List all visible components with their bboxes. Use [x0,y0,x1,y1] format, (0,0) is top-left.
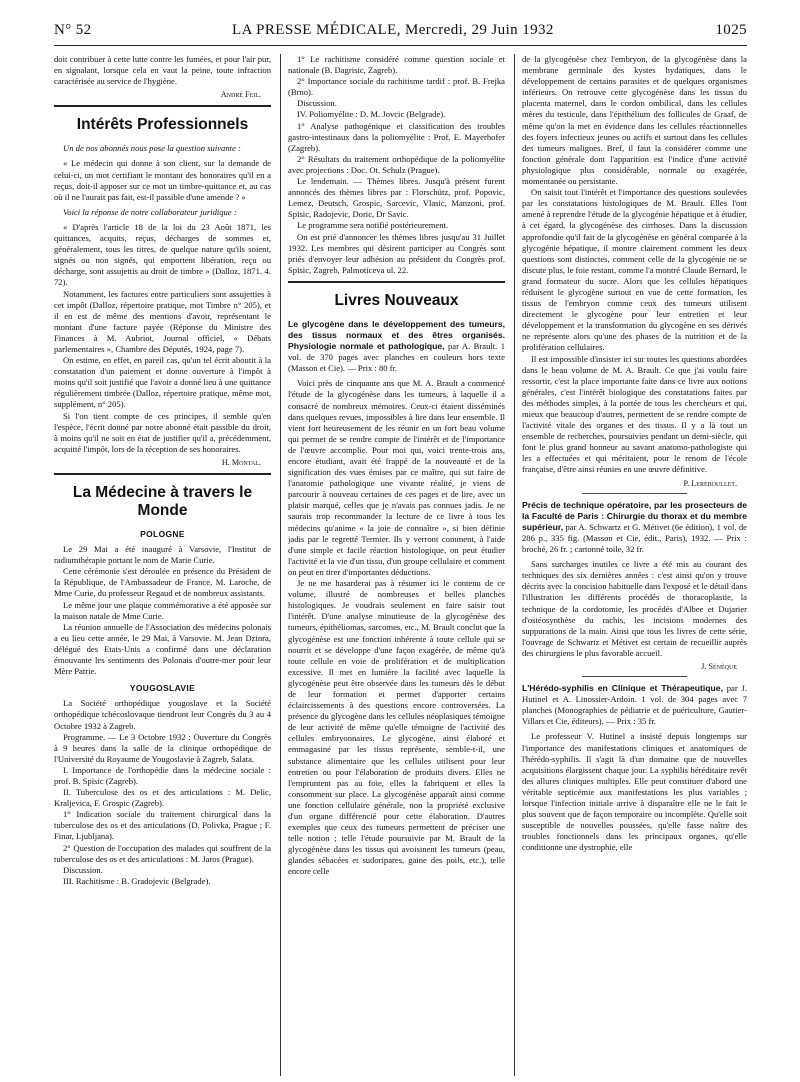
paragraph: Voici près de cinquante ans que M. A. Brault a commencé l'étude de la glycogénèse dans les tumeurs, à laquelle il a consacré de nombreux mémoires. Ceux-ci étaient disséminés dans quelques revues, impossibles à lire dans leur ensemble. Il vient fort heureusement de les réunir en un fort beau volume qui permet de se rendre compte de l'intérêt et de l'importance de l'œuvre accomplie. Pour moi qui, voici trente-trois ans, encore étudiant, avait été frappé de la nouveauté et de la signification des vues émises par ce maître, qui sut faire de l'anatomie pathologique une vivante réalité, je viens de parcourir à nouveau certaines de ces pages et de lire, avec un plaisir marqué, celles que je n'avais pas connues jadis. Je ne saurais trop recommander la lecture de ce livre à tous les médecins qu'anime « la joie de connaître », si bien définie jadis par le regretté Termier. Ils y verront comment, à l'aide d'une simple et facile réaction histologique, on peut étudier l'activité et la vie d'un tissu, d'un groupe cellulaire et comment on peut en tirer d'importantes déductions. [288,378,505,577]
paragraph: 1° Indication sociale du traitement chirurgical dans la tuberculose des os et des articulations (D. Polivka, Prague ; F. Finar, Ljubljana). [54,809,271,842]
paragraph: I. Importance de l'orthopédie dans la médecine sociale : prof. B. Spisic (Zagreb). [54,764,271,786]
subsection-heading: POLOGNE [140,529,185,539]
column-3 [522,54,747,1076]
section-heading: Intérêts Professionnels [76,116,249,134]
paragraph: Le même jour une plaque commémorative a été apposée sur la maison natale de Mme Curie. [54,599,271,621]
book-reference: par J. Hutinel et A. Linossier-Ardoin. 1 vol. de 304 pages avec 7 planches (Monographies de pédiatrie et de puériculture, Gautier-Villars et Cie, éditeurs). — Prix : 35 fr. [522,683,747,727]
paragraph: « Le médecin qui donne à son client, sur la demande de celui-ci, un mot certifiant le montant des honoraires qu'il en a reçus, doit-il apposer sur ce mot un timbre-quittance et, au cas où il ne l'aurait pas fait, est-il passible d'une amende ? » [54,158,271,202]
page-number: 1025 [715,22,747,38]
review-rule [582,493,687,494]
paragraph: Discussion. [63,864,103,875]
book-reference: par A. Brault. 1 vol. de 370 pages avec planches en couleurs hors texte (Masson et Cie). — Prix : 80 fr. [288,341,505,374]
column-divider [280,54,281,1076]
paragraph: On saisit tout l'intérêt et l'importance des questions soulevées par les constatations histologiques de M. Brault. Elles l'ont amené à reprendre l'étude de la glycogénie hépatique et à étudier, à cet égard, la glycogénèse des cirrhoses. Dans la discussion approfondie qu'il fait de la glycogénèse en général comparée à la glycogénie hépatique, il montre clairement comment les deux questions sont distinctes, comment celle de la glycogénie ne se discute plus, le foie restant, comme l'a montré Claude Bernard, le grand formateur du sucre. Alors que les cellules hépatiques réduisent le glycogène surtout en vue de cette formation, les tissus de l'embryon comme ceux des tumeurs utilisent directement le glycogène pour leur entretien et leur développement et la transformation du glycogène en ses dérivés ne représente alors qu'une des phases de la nutrition et de la prolifération cellulaires. [522,187,747,353]
subsection-heading: YOUGOSLAVIE [129,683,196,694]
column-2 [288,54,505,1076]
paragraph: de la glycogénèse chez l'embryon, de la glycogénèse dans la membrane germinale des kystes hydatiques, dans le développement de certains parasites et de quelques organismes inférieurs. On retrouve cette glycogénèse dans les tissus du placenta maternel, dans le cordon ombilical, dans les cellules mères du testicule, dans l'épithélium des follicules de Graaf, de même qu'on la met en évidence dans les cellules réactionnelles des foyers infectieux jeunes ou actifs et surtout dans les cellules des tumeurs malignes. Bref, il faut la considérer comme une fonction générale dont l'apparition est l'indice d'une activité physiologique plus considérable, normale ou exagérée, momentanée ou persistante. [522,54,747,187]
paragraph: Je ne me hasarderai pas à résumer ici le contenu de ce volume, illustré de nombreuses et belles planches histologiques. Je voudrais seulement en faire saisir tout l'intérêt. D'une analyse minutieuse de la glycogénèse des tumeurs, épithéliomas, sarcomes, etc., M. Brault conclut que la glycogénèse est une fonction inhérente à toute cellule qui se nourrit et se développe d'une façon exagérée, de même qu'à toute cellule en voie de prolifération et de multiplication excessive. Il met en lumière la facilité avec laquelle la glycogénèse peut être observée dans les tumeurs dès le début de leur formation et permet d'apporter certains éclaircissements à des questions encore controversées. La présence du glycogène dans les cellules néoplasiques témoigne de leur activité de même qu'elle témoigne de l'activité des cellules embryonnaires. Le glycogène, ainsi élaboré et emmagasiné par les tissus représente, semble-t-il, une substance alimentaire que les cellules utilisent pour leur entretien ou pour l'élaboration de produits divers. Elles ne l'empruntent pas au foie, elles la fabriquent et elles la consomment sur place. La glycogénèse apparaît ainsi comme une fonction cellulaire générale, non la propriété exclusive d'un organe différencié pour cette élaboration. D'autres exemples que ceux des tumeurs permettent de préciser une telle notion ; telle l'étude poursuivie par M. Brault de la glycogénèse dans les tissus qui avoisinent les tumeurs (peau, glandes sébacées et sudoripares, gaine des poils, etc.), telle encore celle [288,578,505,877]
paragraph: Le 29 Mai a été inauguré à Varsovie, l'Institut de radiumthérapie portant le nom de Marie Curie. [54,544,271,566]
paragraph: III. Rachitisme : B. Gradojevic (Belgrade). [63,875,211,886]
signature: André Feil. [220,90,261,100]
signature: J. Sénèque [701,661,737,671]
publication-title: LA PRESSE MÉDICALE, Mercredi, 29 Juin 1932 [232,22,554,38]
book-reference: par A. Schwartz et G. Métivet (6e édition), 1 vol. de 286 p., 335 fig. (Masson et Cie, édit., Paris), 1932. — Prix : broché, 26 fr. ; cartonné toile, 32 fr. [522,521,747,555]
paragraph: Discussion. [297,98,337,109]
paragraph: Sans surcharges inutiles ce livre a été mis au courant des techniques des six dernières années : c'est ainsi qu'on y trouve décrits avec la concision habituelle dans l'exposé et le détail dans l'illustration les différents procédés de thoracoplastie, la technique de la cordotomie, les procédés d'Albee et Dujarier d'ostéosynthèse du rachis, les incisions modernes des suppurations de la main. Ainsi que tous les livres de cette série, l'ouvrage de Schwartz et Métivet est certain de recueillir auprès des chirurgiens le plus favorable accueil. [522,559,747,658]
paragraph: Voici la réponse de notre collaborateur juridique : [63,206,237,217]
paragraph: On estime, en effet, en pareil cas, qu'un tel écrit aboutit à la constatation d'un paiement et donne ouverture à l'impôt à moins qu'il soit justifié que l'avoir a donné lieu à une quittance régulièrement timbrée (Dalloz, répertoire pratique, même mot, supplément, n° 205). [54,355,271,410]
paragraph: On est prié d'annoncer les thèmes libres jusqu'au 31 Juillet 1932. Les membres qui désirent participer au Congrès sont priés d'envoyer leur adhésion au président du Congrès prof. Spisic, Zagreb, Palmoticeva ul. 22. [288,231,505,275]
column-1 [54,54,271,1076]
paragraph: Un de nos abonnés nous pose la question suivante : [63,143,241,154]
signature: P. Lereboullet. [683,478,737,488]
paragraph: IV. Poliomyélite : D. M. Jovcic (Belgrade). [297,109,446,120]
signature: H. Montal. [221,457,261,467]
section-heading: La Médecine à travers le Monde [72,484,253,519]
book-title: Précis de technique opératoire, par les prosecteurs de la Faculté de Paris : Chirurgie du thorax et du membre supérieur, [522,499,747,532]
book-title: L'Hérédo-syphilis en Clinique et Thérapeutique, [522,683,723,694]
issue-number: N° 52 [54,22,92,38]
paragraph: 1° Le rachitisme considéré comme question sociale et nationale (B. Dagrisic, Zagreb). [288,54,505,76]
paragraph: II. Tuberculose des os et des articulations : M. Delic, Kraljevica, F. Grospic (Zagreb). [54,787,271,809]
section-heading: Livres Nouveaux [334,291,459,309]
paragraph: 2° Question de l'occupation des malades qui souffrent de la tuberculose des os et des articulations : M. Jaros (Prague). [54,842,271,864]
book-title: Le glycogène dans le développement des tumeurs, des tissus normaux et des êtres organisés. Physiologie normale et pathologique, [288,318,505,352]
section-rule [288,281,505,283]
paragraph: Si l'on tient compte de ces principes, il semble qu'en l'espèce, l'écrit donné par notre abonné était passible du droit, à moins qu'il ne soit en état de justifier qu'il a, précédemment, acquitté l'impôt, lors de la réception de ses honoraires. [54,410,271,454]
paragraph: 2° Résultats du traitement orthopédique de la poliomyélite avec projections : Doc. Ot. Schulz (Prague). [288,153,505,175]
paragraph: La Société orthopédique yougoslave et la Société orthopédique tchécoslovaque tiendront leur Congrès du 3 au 4 Octobre 1932 à Zagreb. [54,698,271,731]
paragraph: La réunion annuelle de l'Association des médecins polonais a eu lieu cette année, le 29 Mai, à Varsovie. M. Jean Dzinra, délégué des Etats-Unis a confirmé dans une déclaration émouvante les sentiments des Polonais d'outre-mer pour leur Mère Patrie. [54,621,271,677]
paragraph: « D'après l'article 18 de la loi du 23 Août 1871, les quittances, acquits, reçus, décharges de sommes et, généralement, tous les titres, de quelque nature qu'ils soient, signés ou non signés, qui emportent libération, reçu ou décharge, sont assujettis au droit de timbre » (Dalloz, 1871. 4. 72). [54,221,271,288]
paragraph: Programme. — Le 3 Octobre 1932 : Ouverture du Congrès à 9 heures dans la salle de la clinique orthopédique de l'Université du Royaume de Yougoslavie à Zagreb, Salata. [54,731,271,764]
paragraph: 1° Analyse pathogénique et classification des troubles gastro-intestinaux dans la poliomyélite : Prof. E. Mayerhofer (Zagreb). [288,120,505,153]
paragraph: doit contribuer à cette lutte contre les fumées, et pour l'air pur, en signalant, lorsque cela en vaut la peine, toute infraction caractérisée au service de l'hygiène. [54,54,271,87]
paragraph: 2° Importance sociale du rachitisme tardif : prof. B. Frejka (Brno). [288,76,505,98]
page-header [54,22,747,44]
paragraph: Le lendemain. — Thèmes libres. Jusqu'à présent furent annoncés des thèmes libres par : Florschütz, prof. Popovic, Lemez, Deutsch, Grospic, Sarcevic, Vlasic, Manzoni, prof. Spisic, Radojevic, Doric, Dr Savic. [288,176,505,220]
column-divider [514,54,515,1076]
paragraph: Notamment, les factures entre particuliers sont assujetties à cet impôt (Dalloz, répertoire pratique, mot Timbre n° 205), et il en est de même des mentions d'avoir, représentant le montant d'une facture payée (Réponse du Ministre des Finances à M. Aubriot, Journal officiel, « Débats parlementaires », Chambre des Députés, 1924, page 7). [54,288,271,354]
section-rule [54,105,271,107]
paragraph: Il est impossible d'insister ici sur toutes les questions abordées dans le beau volume de M. A. Brault. Ce que j'ai voulu faire ressortir, c'est la place importante faite dans ce livre aux notions générales, c'est l'intérêt biologique des constatations faites par des méthodes simples, à la portée de tous les chercheurs et qui, mieux que beaucoup d'autres, permettent de se rendre compte de l'activité vitale des organes et des tissus. Il y a là tout un ensemble de recherches, poursuivies pendant un demi-siècle, qui font le plus grand honneur au savant anatomo-pathologiste qui les a effectuées et qui méritaient, pour le renom de l'école française, d'être ainsi réunies en une œuvre définitive. [522,353,747,475]
header-rule [54,45,747,46]
paragraph: Le professeur V. Hutinel a insisté depuis longtemps sur l'importance des manifestations cliniques et anatomiques de l'hérédo-syphilis. Il s'agit là d'un domaine que de nouvelles acquisitions élargissent chaque jour. La syphilis héréditaire revêt des allures cliniques multiples. Elle peut constituer d'abord une véritable septicémie aux manifestations les plus variables ; lorsque l'infection initiale arrive à disparaître elle ne le fait le plus souvent que de façon temporaire ou incomplète. Qu'elle soit susceptible de nouvelles poussées, qu'elle fasse naître des troubles fonctionnels dans les principaux organes, qu'elle conditionne une dystrophie, elle [522,731,747,853]
review-rule [582,676,687,677]
section-rule [54,473,271,475]
paragraph: Le programme sera notifié postérieurement. [297,220,449,231]
paragraph: Cette cérémonie s'est déroulée en présence du Président de la République, de l'Ambassadeur de France, M. Laroche, de Mme Curie, du professeur Regaud et de nombreux assistants. [54,566,271,599]
